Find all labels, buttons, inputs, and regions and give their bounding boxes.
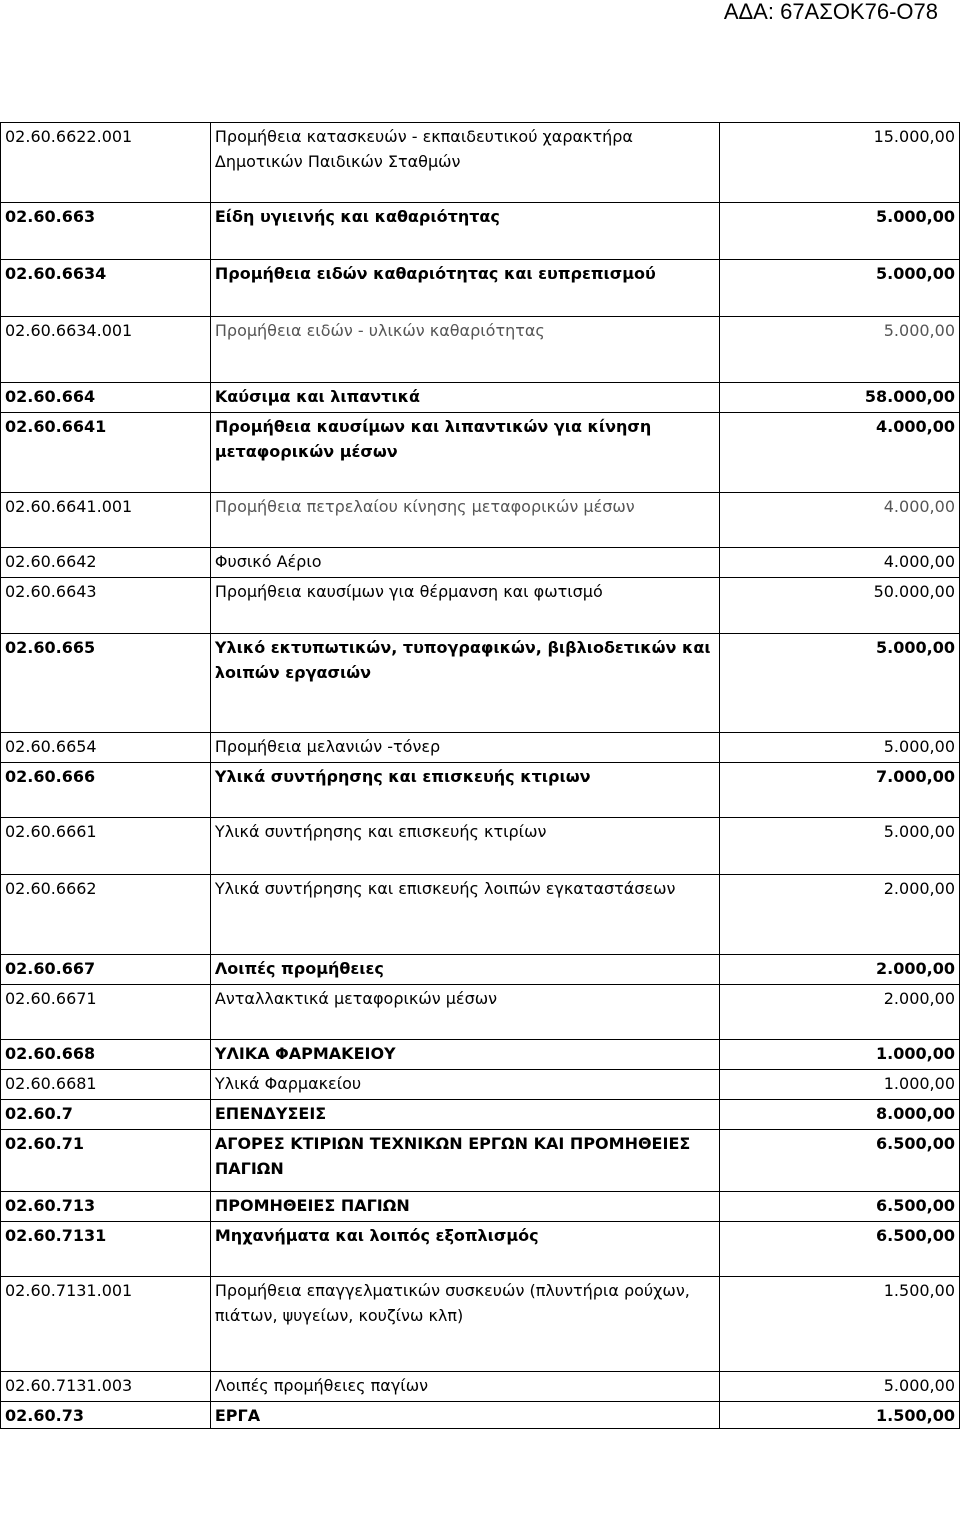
table-row — [1, 1277, 960, 1372]
amount-cell: 5.000,00 — [719, 818, 959, 875]
account-code-cell: 02.60.6622.001 — [1, 123, 211, 203]
description-cell: Ανταλλακτικά μεταφορικών μέσων — [210, 985, 719, 1040]
ada-stamp: ΑΔΑ: 67ΑΣΟΚ76-Ο78 — [723, 0, 938, 24]
budget-table — [0, 122, 960, 1429]
table-row — [1, 317, 960, 383]
amount-cell: 5.000,00 — [719, 733, 959, 763]
account-code-cell: 02.60.6642 — [1, 548, 211, 578]
description-cell: Λοιπές προμήθειες — [210, 955, 719, 985]
amount-cell: 5.000,00 — [719, 260, 959, 317]
amount-cell: 58.000,00 — [719, 383, 959, 413]
table-row — [1, 1070, 960, 1100]
amount-cell: 2.000,00 — [719, 985, 959, 1040]
amount-cell: 5.000,00 — [719, 634, 959, 733]
amount-cell: 8.000,00 — [719, 1100, 959, 1130]
account-code-cell: 02.60.6654 — [1, 733, 211, 763]
table-row — [1, 985, 960, 1040]
description-cell: Υλικά συντήρησης και επισκευής κτιρίων — [210, 818, 719, 875]
table-row — [1, 733, 960, 763]
table-row — [1, 818, 960, 875]
table-row — [1, 1372, 960, 1402]
description-cell: Μηχανήματα και λοιπός εξοπλισμός — [210, 1222, 719, 1277]
description-cell: Υλικό εκτυπωτικών, τυπογραφικών, βιβλιοδετικών και λοιπών εργασιών — [210, 634, 719, 733]
description-cell: Προμήθεια καυσίμων για θέρμανση και φωτισμό — [210, 578, 719, 634]
account-code-cell: 02.60.6641.001 — [1, 493, 211, 548]
amount-cell: 6.500,00 — [719, 1130, 959, 1192]
amount-cell: 5.000,00 — [719, 317, 959, 383]
account-code-cell: 02.60.6661 — [1, 818, 211, 875]
table-row — [1, 763, 960, 818]
table-row — [1, 578, 960, 634]
account-code-cell: 02.60.667 — [1, 955, 211, 985]
description-cell: Λοιπές προμήθειες παγίων — [210, 1372, 719, 1402]
amount-cell: 1.000,00 — [719, 1040, 959, 1070]
account-code-cell: 02.60.7 — [1, 1100, 211, 1130]
account-code-cell: 02.60.664 — [1, 383, 211, 413]
amount-cell: 15.000,00 — [719, 123, 959, 203]
amount-cell: 1.000,00 — [719, 1070, 959, 1100]
description-cell: Προμήθεια ειδών - υλικών καθαριότητας — [210, 317, 719, 383]
description-cell: ΕΡΓΑ — [210, 1402, 719, 1429]
account-code-cell: 02.60.6634 — [1, 260, 211, 317]
description-cell: Προμήθεια ειδών καθαριότητας και ευπρεπισμού — [210, 260, 719, 317]
table-row — [1, 1402, 960, 1429]
description-cell: Φυσικό Αέριο — [210, 548, 719, 578]
table-row — [1, 1192, 960, 1222]
description-cell: Καύσιμα και λιπαντικά — [210, 383, 719, 413]
account-code-cell: 02.60.6681 — [1, 1070, 211, 1100]
description-cell: Υλικά συντήρησης και επισκευής κτιριων — [210, 763, 719, 818]
table-row — [1, 1130, 960, 1192]
description-cell: Προμήθεια μελανιών -τόνερ — [210, 733, 719, 763]
description-cell: Υλικά Φαρμακείου — [210, 1070, 719, 1100]
description-cell: Υλικά συντήρησης και επισκευής λοιπών εγκαταστάσεων — [210, 875, 719, 955]
description-cell: ΥΛΙΚΑ ΦΑΡΜΑΚΕΙΟΥ — [210, 1040, 719, 1070]
budget-table-body — [1, 123, 960, 1429]
description-cell: Προμήθεια επαγγελματικών συσκευών (πλυντήρια ρούχων, πιάτων, ψυγείων, κουζίνω κλπ) — [210, 1277, 719, 1372]
amount-cell: 6.500,00 — [719, 1192, 959, 1222]
account-code-cell: 02.60.6662 — [1, 875, 211, 955]
account-code-cell: 02.60.6671 — [1, 985, 211, 1040]
table-row — [1, 260, 960, 317]
account-code-cell: 02.60.663 — [1, 203, 211, 260]
table-row — [1, 1100, 960, 1130]
account-code-cell: 02.60.6643 — [1, 578, 211, 634]
amount-cell: 4.000,00 — [719, 548, 959, 578]
amount-cell: 2.000,00 — [719, 955, 959, 985]
description-cell: ΑΓΟΡΕΣ ΚΤΙΡΙΩΝ ΤΕΧΝΙΚΩΝ ΕΡΓΩΝ ΚΑΙ ΠΡΟΜΗΘΕΙΕΣ ΠΑΓΙΩΝ — [210, 1130, 719, 1192]
account-code-cell: 02.60.6634.001 — [1, 317, 211, 383]
table-row — [1, 1222, 960, 1277]
account-code-cell: 02.60.665 — [1, 634, 211, 733]
table-row — [1, 634, 960, 733]
account-code-cell: 02.60.7131.003 — [1, 1372, 211, 1402]
table-row — [1, 875, 960, 955]
table-row — [1, 1040, 960, 1070]
amount-cell: 4.000,00 — [719, 493, 959, 548]
description-cell: Προμήθεια κατασκευών - εκπαιδευτικού χαρακτήρα Δημοτικών Παιδικών Σταθμών — [210, 123, 719, 203]
table-row — [1, 383, 960, 413]
account-code-cell: 02.60.668 — [1, 1040, 211, 1070]
description-cell: Προμήθεια καυσίμων και λιπαντικών για κίνηση μεταφορικών μέσων — [210, 413, 719, 493]
description-cell: ΠΡΟΜΗΘΕΙΕΣ ΠΑΓΙΩΝ — [210, 1192, 719, 1222]
amount-cell: 2.000,00 — [719, 875, 959, 955]
account-code-cell: 02.60.7131 — [1, 1222, 211, 1277]
table-row — [1, 548, 960, 578]
account-code-cell: 02.60.73 — [1, 1402, 211, 1429]
account-code-cell: 02.60.713 — [1, 1192, 211, 1222]
table-row — [1, 123, 960, 203]
table-row — [1, 955, 960, 985]
table-row — [1, 203, 960, 260]
description-cell: Είδη υγιεινής και καθαριότητας — [210, 203, 719, 260]
description-cell: Προμήθεια πετρελαίου κίνησης μεταφορικών μέσων — [210, 493, 719, 548]
table-row — [1, 493, 960, 548]
table-row — [1, 413, 960, 493]
amount-cell: 5.000,00 — [719, 203, 959, 260]
amount-cell: 1.500,00 — [719, 1277, 959, 1372]
amount-cell: 5.000,00 — [719, 1372, 959, 1402]
amount-cell: 50.000,00 — [719, 578, 959, 634]
description-cell: ΕΠΕΝΔΥΣΕΙΣ — [210, 1100, 719, 1130]
amount-cell: 7.000,00 — [719, 763, 959, 818]
account-code-cell: 02.60.71 — [1, 1130, 211, 1192]
account-code-cell: 02.60.6641 — [1, 413, 211, 493]
account-code-cell: 02.60.7131.001 — [1, 1277, 211, 1372]
amount-cell: 6.500,00 — [719, 1222, 959, 1277]
account-code-cell: 02.60.666 — [1, 763, 211, 818]
amount-cell: 1.500,00 — [719, 1402, 959, 1429]
amount-cell: 4.000,00 — [719, 413, 959, 493]
